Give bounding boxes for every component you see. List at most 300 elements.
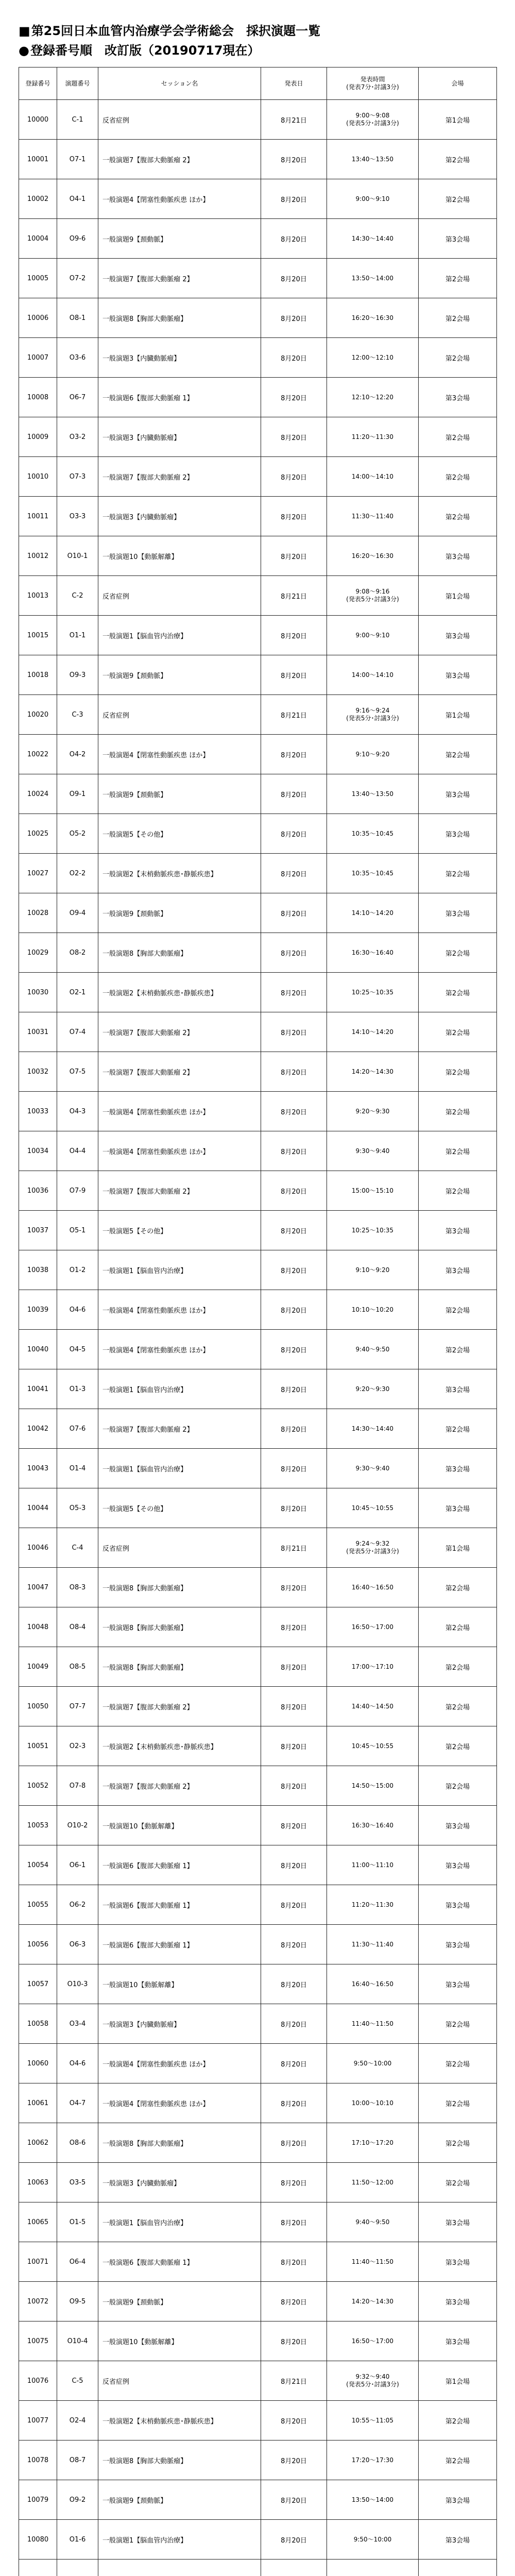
abstract-number-cell: O4-5 <box>57 1330 98 1369</box>
abstract-number-cell: O4-6 <box>57 2044 98 2083</box>
title-square-mark: ■ <box>19 24 30 38</box>
table-row <box>19 378 497 417</box>
presentation-date-cell: 8月20日 <box>261 497 327 536</box>
registration-number-cell: 10049 <box>19 1647 57 1687</box>
abstract-number-cell: O10-4 <box>57 2321 98 2361</box>
presentation-date-cell: 8月20日 <box>261 1369 327 1409</box>
venue-cell: 第2会場 <box>419 1131 497 1171</box>
venue-cell: 第2会場 <box>419 140 497 179</box>
session-name-cell: 一般演題6【腹部大動脈瘤 1】 <box>98 1845 261 1885</box>
session-name-cell: 一般演題6【腹部大動脈瘤 1】 <box>98 378 261 417</box>
registration-number-cell: 10058 <box>19 2004 57 2044</box>
venue-cell: 第3会場 <box>419 2242 497 2282</box>
venue-cell: 第2会場 <box>419 338 497 378</box>
table-row <box>19 1964 497 2004</box>
venue-cell: 第3会場 <box>419 1250 497 1290</box>
presentation-date-cell: 8月20日 <box>261 338 327 378</box>
registration-number-cell: 10006 <box>19 298 57 338</box>
presentation-date-cell: 8月20日 <box>261 1766 327 1806</box>
registration-number-cell: 10078 <box>19 2441 57 2480</box>
venue-cell: 第2会場 <box>419 735 497 774</box>
session-name-cell: 一般演題10【動脈解離】 <box>98 536 261 576</box>
abstract-number-cell <box>57 2560 98 2576</box>
abstract-number-cell: O3-5 <box>57 2163 98 2202</box>
venue-cell: 第1会場 <box>419 695 497 735</box>
venue-cell: 第3会場 <box>419 1211 497 1250</box>
presentation-date-cell: 8月20日 <box>261 2441 327 2480</box>
venue-cell: 第2会場 <box>419 457 497 497</box>
registration-number-cell: 10052 <box>19 1766 57 1806</box>
presentation-time-cell: 9:10～9:20 <box>327 735 419 774</box>
registration-number-cell: 10020 <box>19 695 57 735</box>
session-name-cell: 一般演題2【末梢動脈疾患･静脈疾患】 <box>98 973 261 1012</box>
abstract-number-cell: O6-7 <box>57 378 98 417</box>
presentation-date-cell: 8月20日 <box>261 1131 327 1171</box>
abstract-number-cell: O5-2 <box>57 814 98 854</box>
registration-number-cell: 10040 <box>19 1330 57 1369</box>
presentation-time-cell: 13:40～13:50 <box>327 140 419 179</box>
registration-number-cell: 10072 <box>19 2282 57 2321</box>
presentation-time-cell: 10:45～10:55 <box>327 1488 419 1528</box>
abstract-number-cell: O2-3 <box>57 1726 98 1766</box>
registration-number-cell: 10044 <box>19 1488 57 1528</box>
presentation-time-cell: 16:30～16:40 <box>327 1806 419 1845</box>
venue-cell: 第2会場 <box>419 179 497 219</box>
abstract-number-cell: O1-5 <box>57 2202 98 2242</box>
table-row <box>19 179 497 219</box>
session-name-cell: 一般演題3【内臓動脈瘤】 <box>98 417 261 457</box>
presentation-time-cell: 9:16～9:24 (発表5分･討議3分) <box>327 695 419 735</box>
abstract-number-cell: O7-1 <box>57 140 98 179</box>
registration-number-cell: 10013 <box>19 576 57 616</box>
table-row <box>19 2202 497 2242</box>
col-session-name: セッション名 <box>98 67 261 100</box>
session-name-cell: 一般演題8【胸部大動脈瘤】 <box>98 933 261 973</box>
venue-cell: 第2会場 <box>419 933 497 973</box>
presentation-time-cell: 9:50～10:00 <box>327 2044 419 2083</box>
presentation-time-cell: 12:00～12:10 <box>327 338 419 378</box>
abstract-number-cell: O9-5 <box>57 2282 98 2321</box>
venue-cell: 第2会場 <box>419 2083 497 2123</box>
table-row <box>19 2520 497 2560</box>
registration-number-cell: 10050 <box>19 1687 57 1726</box>
registration-number-cell: 10037 <box>19 1211 57 1250</box>
registration-number-cell: 10034 <box>19 1131 57 1171</box>
venue-cell: 第1会場 <box>419 2361 497 2401</box>
registration-number-cell: 10054 <box>19 1845 57 1885</box>
table-row <box>19 140 497 179</box>
presentation-time-cell: 10:55～11:05 <box>327 2401 419 2441</box>
registration-number-cell: 10047 <box>19 1568 57 1607</box>
venue-cell: 第2会場 <box>419 497 497 536</box>
abstract-number-cell: O7-8 <box>57 1766 98 1806</box>
venue-cell: 第3会場 <box>419 2520 497 2560</box>
registration-number-cell: 10061 <box>19 2083 57 2123</box>
presentation-date-cell: 8月20日 <box>261 417 327 457</box>
presentation-time-cell: 9:00～9:08 (発表5分･討議3分) <box>327 100 419 140</box>
presentation-time-cell: 10:25～10:35 <box>327 973 419 1012</box>
session-name-cell: 一般演題8【胸部大動脈瘤】 <box>98 1647 261 1687</box>
table-row <box>19 655 497 695</box>
presentation-date-cell: 8月20日 <box>261 735 327 774</box>
table-row <box>19 1369 497 1409</box>
presentation-date-cell: 8月20日 <box>261 2401 327 2441</box>
session-name-cell: 一般演題9【頚動脈】 <box>98 893 261 933</box>
presentation-date-cell: 8月20日 <box>261 1409 327 1449</box>
registration-number-cell: 10005 <box>19 259 57 298</box>
registration-number-cell: 10032 <box>19 1052 57 1092</box>
abstract-number-cell: O5-3 <box>57 1488 98 1528</box>
registration-number-cell: 10060 <box>19 2044 57 2083</box>
venue-cell: 第2会場 <box>419 854 497 893</box>
session-name-cell: 一般演題9【頚動脈】 <box>98 2480 261 2520</box>
registration-number-cell: 10009 <box>19 417 57 457</box>
session-name-cell: 一般演題3【内臓動脈瘤】 <box>98 497 261 536</box>
presentation-time-cell: 16:20～16:30 <box>327 536 419 576</box>
presentation-time-cell: 15:00～15:10 <box>327 1171 419 1211</box>
registration-number-cell: 10046 <box>19 1528 57 1568</box>
table-row <box>19 933 497 973</box>
abstract-number-cell: O1-3 <box>57 1369 98 1409</box>
presentation-date-cell: 8月20日 <box>261 378 327 417</box>
table-row <box>19 2044 497 2083</box>
presentation-time-cell: 10:00～10:10 <box>327 2083 419 2123</box>
presentation-time-cell: 10:35～10:45 <box>327 814 419 854</box>
abstract-number-cell: O1-1 <box>57 616 98 655</box>
presentation-time-cell: 14:10～14:20 <box>327 1012 419 1052</box>
presentation-time-cell: 14:10～14:20 <box>327 893 419 933</box>
abstract-number-cell: O8-7 <box>57 2441 98 2480</box>
registration-number-cell: 10018 <box>19 655 57 695</box>
page-title-text: 第25回日本血管内治療学会学術総会 採択演題一覧 <box>31 24 321 38</box>
table-row <box>19 1290 497 1330</box>
table-row <box>19 1488 497 1528</box>
table-row <box>19 854 497 893</box>
venue-cell: 第2会場 <box>419 1330 497 1369</box>
table-row <box>19 1806 497 1845</box>
registration-number-cell: 10080 <box>19 2520 57 2560</box>
abstract-number-cell: O10-3 <box>57 1964 98 2004</box>
session-name-cell: 反省症例 <box>98 100 261 140</box>
presentation-time-cell: 11:20～11:30 <box>327 1885 419 1925</box>
abstract-number-cell: O8-4 <box>57 1607 98 1647</box>
session-name-cell: 一般演題6【腹部大動脈瘤 1】 <box>98 2242 261 2282</box>
table-row <box>19 259 497 298</box>
presentation-date-cell: 8月20日 <box>261 2202 327 2242</box>
registration-number-cell: 10056 <box>19 1925 57 1964</box>
abstract-number-cell: C-3 <box>57 695 98 735</box>
presentation-date-cell: 8月20日 <box>261 1647 327 1687</box>
abstract-number-cell: O8-2 <box>57 933 98 973</box>
presentation-date-cell: 8月20日 <box>261 1806 327 1845</box>
abstract-number-cell: C-2 <box>57 576 98 616</box>
presentation-time-cell: 16:30～16:40 <box>327 933 419 973</box>
venue-cell: 第3会場 <box>419 1964 497 2004</box>
presentation-time-cell: 10:25～10:35 <box>327 1211 419 1250</box>
table-row <box>19 1171 497 1211</box>
venue-cell: 第3会場 <box>419 2480 497 2520</box>
abstract-number-cell: O8-6 <box>57 2123 98 2163</box>
venue-cell: 第2会場 <box>419 1647 497 1687</box>
session-name-cell: 反省症例 <box>98 1528 261 1568</box>
presentation-time-cell: 16:20～16:30 <box>327 298 419 338</box>
venue-cell: 第3会場 <box>419 1885 497 1925</box>
abstract-number-cell: O3-2 <box>57 417 98 457</box>
venue-cell: 第2会場 <box>419 973 497 1012</box>
venue-cell: 第3会場 <box>419 1806 497 1845</box>
presentation-time-cell: 16:40～16:50 <box>327 1568 419 1607</box>
venue-cell: 第2会場 <box>419 2123 497 2163</box>
presentation-time-cell: 13:40～13:50 <box>327 774 419 814</box>
presentation-date-cell: 8月21日 <box>261 1528 327 1568</box>
registration-number-cell: 10079 <box>19 2480 57 2520</box>
presentation-time-cell: 16:50～17:00 <box>327 1607 419 1647</box>
presentation-time-cell: 9:20～9:30 <box>327 1369 419 1409</box>
presentation-date-cell: 8月20日 <box>261 1568 327 1607</box>
presentation-time-cell: 14:20～14:30 <box>327 1052 419 1092</box>
presentation-date-cell: 8月20日 <box>261 973 327 1012</box>
subtitle-circle-mark: ● <box>19 43 29 58</box>
presentation-time-cell: 14:00～14:10 <box>327 655 419 695</box>
col-venue: 会場 <box>419 67 497 100</box>
presentation-time-cell: 9:50～10:00 <box>327 2520 419 2560</box>
presentation-date-cell: 8月20日 <box>261 1449 327 1488</box>
presentation-date-cell: 8月21日 <box>261 695 327 735</box>
page-title <box>19 23 496 39</box>
presentation-date-cell: 8月20日 <box>261 1052 327 1092</box>
presentation-date-cell: 8月20日 <box>261 298 327 338</box>
session-name-cell: 一般演題9【頚動脈】 <box>98 655 261 695</box>
registration-number-cell: 10039 <box>19 1290 57 1330</box>
presentation-date-cell: 8月20日 <box>261 1330 327 1369</box>
session-name-cell: 一般演題3【内臓動脈瘤】 <box>98 2004 261 2044</box>
presentation-time-cell: 14:50～15:00 <box>327 1766 419 1806</box>
abstract-number-cell: O6-3 <box>57 1925 98 1964</box>
abstract-number-cell: O9-1 <box>57 774 98 814</box>
abstract-number-cell: O3-4 <box>57 2004 98 2044</box>
abstract-number-cell: O6-2 <box>57 1885 98 1925</box>
session-name-cell: 一般演題1【脳血管内治療】 <box>98 616 261 655</box>
table-row <box>19 814 497 854</box>
venue-cell: 第2会場 <box>419 1012 497 1052</box>
table-row <box>19 417 497 457</box>
presentation-time-cell: 9:08～9:16 (発表5分･討議3分) <box>327 576 419 616</box>
venue-cell: 第3会場 <box>419 774 497 814</box>
registration-number-cell: 10057 <box>19 1964 57 2004</box>
session-name-cell: 一般演題2【末梢動脈疾患･静脈疾患】 <box>98 2401 261 2441</box>
session-name-cell: 一般演題1【脳血管内治療】 <box>98 1369 261 1409</box>
session-name-cell: 一般演題7【腹部大動脈瘤 2】 <box>98 1171 261 1211</box>
table-row <box>19 2560 497 2576</box>
session-name-cell: 一般演題4【閉塞性動脈疾患 ほか】 <box>98 1131 261 1171</box>
table-row <box>19 2083 497 2123</box>
table-row <box>19 1012 497 1052</box>
presentation-time-cell: 17:10～17:20 <box>327 2123 419 2163</box>
session-name-cell: 一般演題4【閉塞性動脈疾患 ほか】 <box>98 179 261 219</box>
table-row <box>19 497 497 536</box>
presentation-time-cell: 9:24～9:32 (発表5分･討議3分) <box>327 1528 419 1568</box>
table-row <box>19 1925 497 1964</box>
presentation-date-cell: 8月20日 <box>261 1211 327 1250</box>
table-row <box>19 100 497 140</box>
session-name-cell: 一般演題8【胸部大動脈瘤】 <box>98 1607 261 1647</box>
session-name-cell: 一般演題2【末梢動脈疾患･静脈疾患】 <box>98 854 261 893</box>
presentation-date-cell: 8月20日 <box>261 2163 327 2202</box>
venue-cell: 第3会場 <box>419 536 497 576</box>
table-row <box>19 1211 497 1250</box>
venue-cell: 第2会場 <box>419 2004 497 2044</box>
venue-cell: 第2会場 <box>419 259 497 298</box>
presentation-time-cell: 9:40～9:50 <box>327 2202 419 2242</box>
presentation-time-cell: 17:00～17:10 <box>327 1647 419 1687</box>
abstract-number-cell: O10-2 <box>57 1806 98 1845</box>
abstract-table <box>19 67 497 2576</box>
presentation-time-cell: 11:30～11:40 <box>327 1925 419 1964</box>
abstract-number-cell: C-5 <box>57 2361 98 2401</box>
presentation-date-cell: 8月21日 <box>261 576 327 616</box>
table-row <box>19 2321 497 2361</box>
presentation-date-cell: 8月20日 <box>261 1171 327 1211</box>
presentation-date-cell: 8月20日 <box>261 1845 327 1885</box>
table-row <box>19 1607 497 1647</box>
session-name-cell: 一般演題7【腹部大動脈瘤 2】 <box>98 1409 261 1449</box>
session-name-cell: 一般演題6【腹部大動脈瘤 1】 <box>98 1885 261 1925</box>
registration-number-cell: 10075 <box>19 2321 57 2361</box>
table-row <box>19 1885 497 1925</box>
presentation-time-cell: 14:20～14:30 <box>327 2282 419 2321</box>
presentation-time-cell: 11:40～11:50 <box>327 2004 419 2044</box>
table-row <box>19 2123 497 2163</box>
session-name-cell: 一般演題9【頚動脈】 <box>98 774 261 814</box>
session-name-cell: 一般演題1【脳血管内治療】 <box>98 2520 261 2560</box>
presentation-time-cell: 16:50～17:00 <box>327 2321 419 2361</box>
abstract-number-cell: O2-1 <box>57 973 98 1012</box>
session-name-cell: 一般演題8【胸部大動脈瘤】 <box>98 2123 261 2163</box>
table-row <box>19 2242 497 2282</box>
presentation-time-cell: 9:00～9:10 <box>327 179 419 219</box>
presentation-date-cell: 8月20日 <box>261 933 327 973</box>
table-row <box>19 1726 497 1766</box>
registration-number-cell: 10007 <box>19 338 57 378</box>
table-row <box>19 893 497 933</box>
presentation-date-cell: 8月20日 <box>261 2480 327 2520</box>
presentation-time-cell: 9:32～9:40 (発表5分･討議3分) <box>327 2361 419 2401</box>
presentation-date-cell: 8月20日 <box>261 259 327 298</box>
session-name-cell: 一般演題7【腹部大動脈瘤 2】 <box>98 1766 261 1806</box>
venue-cell: 第3会場 <box>419 893 497 933</box>
session-name-cell: 一般演題1【脳血管内治療】 <box>98 1250 261 1290</box>
venue-cell: 第3会場 <box>419 378 497 417</box>
presentation-date-cell: 8月20日 <box>261 1925 327 1964</box>
presentation-time-cell: 10:45～10:55 <box>327 1726 419 1766</box>
table-row <box>19 219 497 259</box>
presentation-time-cell: 9:40～9:50 <box>327 1330 419 1369</box>
registration-number-cell: 10008 <box>19 378 57 417</box>
presentation-date-cell: 8月20日 <box>261 2520 327 2560</box>
table-row <box>19 1687 497 1726</box>
venue-cell: 第3会場 <box>419 616 497 655</box>
session-name-cell: 一般演題1【脳血管内治療】 <box>98 2202 261 2242</box>
venue-cell: 第2会場 <box>419 1171 497 1211</box>
abstract-number-cell: O4-6 <box>57 1290 98 1330</box>
venue-cell: 第2会場 <box>419 1092 497 1131</box>
session-name-cell: 一般演題10【動脈解離】 <box>98 2321 261 2361</box>
abstract-number-cell: O1-2 <box>57 1250 98 1290</box>
venue-cell: 第3会場 <box>419 1925 497 1964</box>
registration-number-cell: 10029 <box>19 933 57 973</box>
abstract-number-cell: O4-1 <box>57 179 98 219</box>
venue-cell: 第3会場 <box>419 1488 497 1528</box>
session-name-cell: 反省症例 <box>98 695 261 735</box>
venue-cell: 第2会場 <box>419 1568 497 1607</box>
presentation-date-cell: 8月20日 <box>261 1885 327 1925</box>
presentation-date-cell: 8月20日 <box>261 1726 327 1766</box>
presentation-date-cell: 8月20日 <box>261 140 327 179</box>
registration-number-cell: 10071 <box>19 2242 57 2282</box>
venue-cell <box>419 2560 497 2576</box>
registration-number-cell <box>19 2560 57 2576</box>
session-name-cell: 一般演題3【内臓動脈瘤】 <box>98 2163 261 2202</box>
abstract-number-cell: O2-2 <box>57 854 98 893</box>
presentation-date-cell: 8月20日 <box>261 179 327 219</box>
session-name-cell: 一般演題8【胸部大動脈瘤】 <box>98 1568 261 1607</box>
presentation-date-cell: 8月20日 <box>261 2242 327 2282</box>
venue-cell: 第3会場 <box>419 655 497 695</box>
venue-cell: 第2会場 <box>419 1687 497 1726</box>
venue-cell: 第3会場 <box>419 2321 497 2361</box>
presentation-date-cell: 8月20日 <box>261 1250 327 1290</box>
venue-cell: 第2会場 <box>419 1607 497 1647</box>
session-name-cell: 一般演題3【内臓動脈瘤】 <box>98 338 261 378</box>
abstract-number-cell: O1-4 <box>57 1449 98 1488</box>
session-name-cell: 一般演題4【閉塞性動脈疾患 ほか】 <box>98 2044 261 2083</box>
table-header-row <box>19 67 497 100</box>
registration-number-cell: 10000 <box>19 100 57 140</box>
table-row <box>19 2401 497 2441</box>
presentation-time-cell: 16:40～16:50 <box>327 1964 419 2004</box>
table-row <box>19 1052 497 1092</box>
registration-number-cell: 10015 <box>19 616 57 655</box>
presentation-date-cell: 8月20日 <box>261 893 327 933</box>
venue-cell: 第2会場 <box>419 417 497 457</box>
registration-number-cell: 10025 <box>19 814 57 854</box>
table-row <box>19 457 497 497</box>
abstract-number-cell: O7-5 <box>57 1052 98 1092</box>
registration-number-cell: 10048 <box>19 1607 57 1647</box>
registration-number-cell: 10022 <box>19 735 57 774</box>
abstract-number-cell: O2-4 <box>57 2401 98 2441</box>
session-name-cell: 一般演題5【その他】 <box>98 1488 261 1528</box>
registration-number-cell: 10063 <box>19 2163 57 2202</box>
abstract-number-cell: O8-1 <box>57 298 98 338</box>
session-name-cell: 一般演題4【閉塞性動脈疾患 ほか】 <box>98 1290 261 1330</box>
presentation-date-cell: 8月20日 <box>261 2004 327 2044</box>
table-row <box>19 1330 497 1369</box>
session-name-cell: 一般演題2【末梢動脈疾患･静脈疾患】 <box>98 1726 261 1766</box>
registration-number-cell: 10012 <box>19 536 57 576</box>
registration-number-cell: 10053 <box>19 1806 57 1845</box>
table-row <box>19 1647 497 1687</box>
registration-number-cell: 10043 <box>19 1449 57 1488</box>
abstract-number-cell: O3-3 <box>57 497 98 536</box>
session-name-cell: 一般演題7【腹部大動脈瘤 2】 <box>98 457 261 497</box>
abstract-number-cell: O10-1 <box>57 536 98 576</box>
presentation-date-cell: 8月20日 <box>261 2282 327 2321</box>
session-name-cell: 一般演題8【胸部大動脈瘤】 <box>98 298 261 338</box>
table-row <box>19 2004 497 2044</box>
session-name-cell: 反省症例 <box>98 576 261 616</box>
abstract-number-cell: O8-3 <box>57 1568 98 1607</box>
